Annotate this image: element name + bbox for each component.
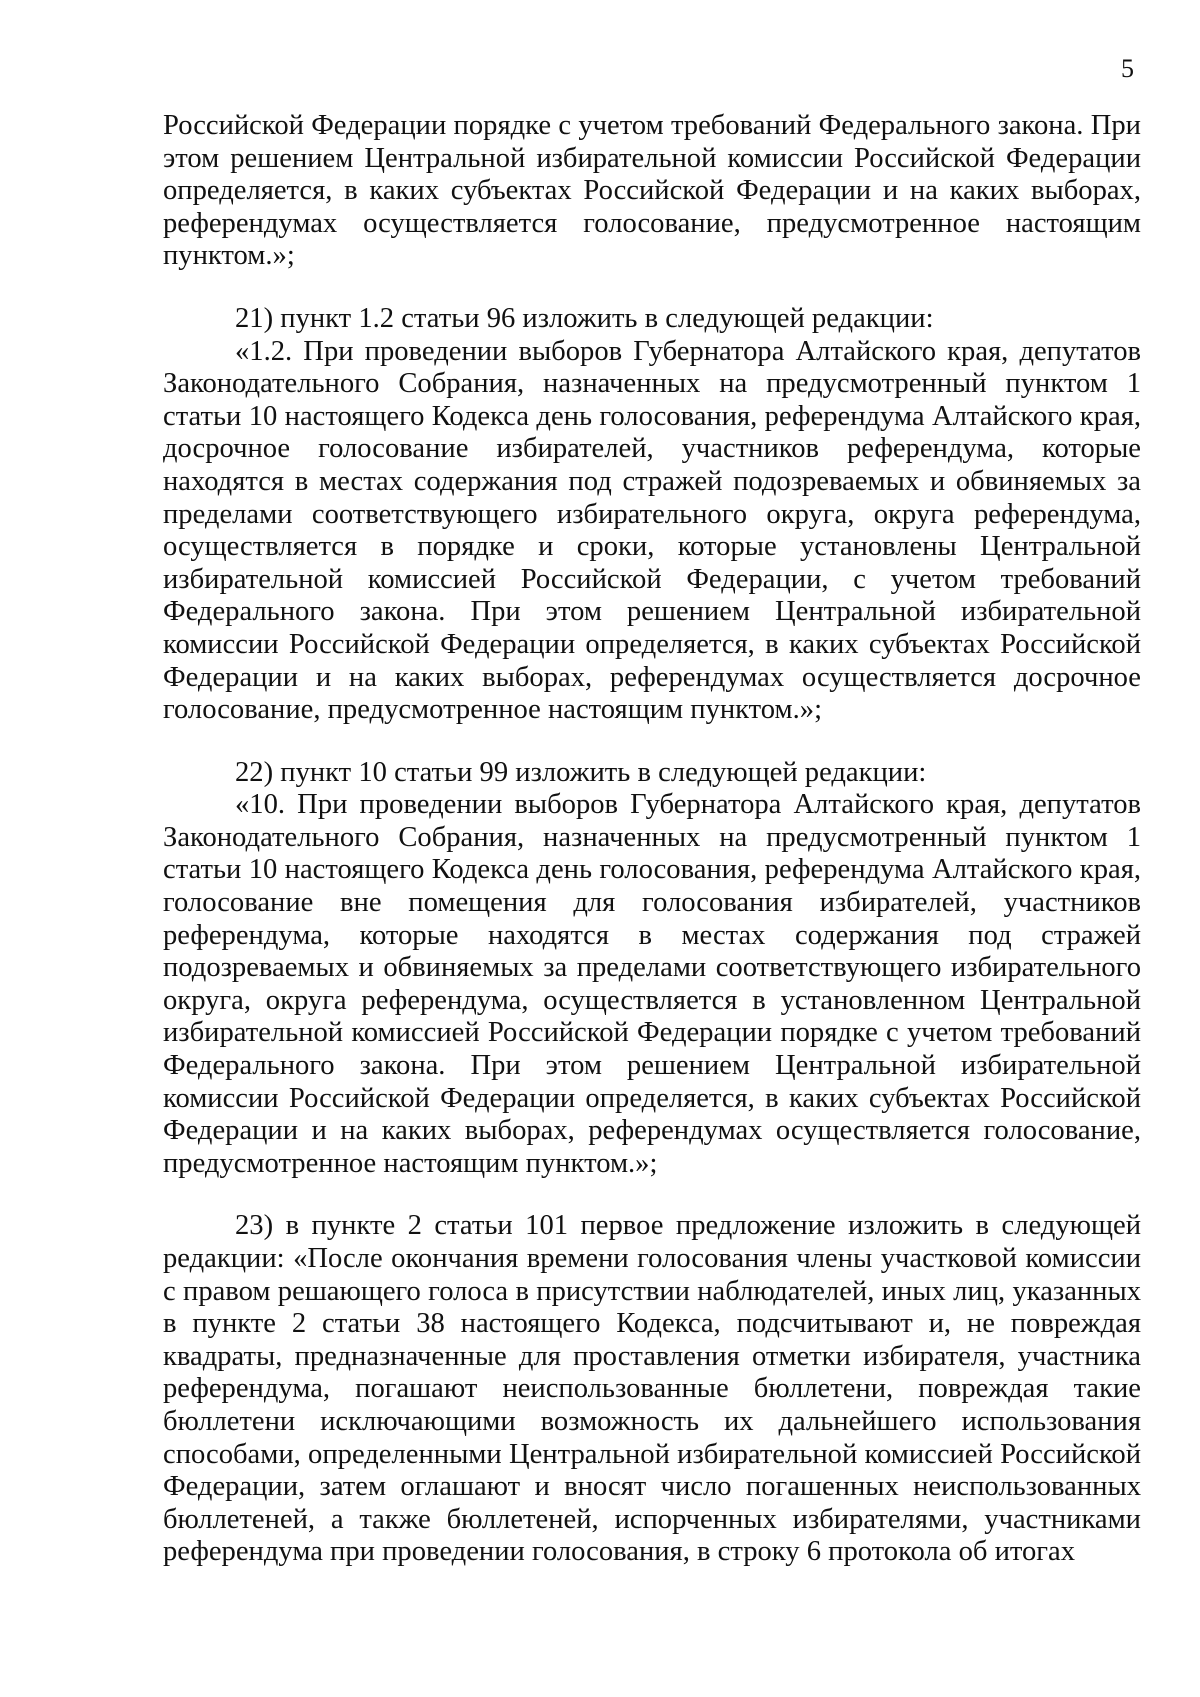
item-23-text: 23) в пункте 2 статьи 101 первое предложение изложить в следующей редакции: «После окончания времени голосования члены участковой комиссии с правом решающего голоса в присутствии наблюдателей, иных лиц, указанных в пункте 2 статьи 38 настоящего Кодекса, подсчитывают и, не повреждая квадраты, предназначенные для проставления отметки избирателя, участника референдума, погашают неиспользованные бюллетени, повреждая такие бюллетени исключающими возможность их дальнейшего использования способами, определенными Центральной избирательной комиссией Российской Федерации, затем оглашают и вносят число погашенных неиспользованных бюллетеней, а также бюллетеней, испорченных избирателями, участниками референдума при проведении голосования, в строку 6 протокола об итогах — [163, 1210, 1141, 1568]
document-body — [163, 110, 1141, 1569]
item-22-text: «10. При проведении выборов Губернатора Алтайского края, депутатов Законодательного Собрания, назначенных на предусмотренный пунктом 1 статьи 10 настоящего Кодекса день голосования, референдума Алтайского края, голосование вне помещения для голосования избирателей, участников референдума, которые находятся в местах содержания под стражей подозреваемых и обвиняемых за пределами соответствующего избирательного округа, округа референдума, осуществляется в установленном Центральной избирательной комиссией Российской Федерации порядке с учетом требований Федерального закона. При этом решением Центральной избирательной комиссии Российской Федерации определяется, в каких субъектах Российской Федерации и на каких выборах, референдумах осуществляется голосование, предусмотренное настоящим пунктом.»; — [163, 789, 1141, 1179]
page-number: 5 — [1121, 54, 1134, 83]
item-21-heading: 21) пункт 1.2 статьи 96 изложить в следующей редакции: — [235, 302, 934, 334]
item-21-text: «1.2. При проведении выборов Губернатора Алтайского края, депутатов Законодательного Собрания, назначенных на предусмотренный пунктом 1 статьи 10 настоящего Кодекса день голосования, референдума Алтайского края, досрочное голосование избирателей, участников референдума, которые находятся в местах содержания под стражей подозреваемых и обвиняемых за пределами соответствующего избирательного округа, округа референдума, осуществляется в порядке и сроки, которые установлены Центральной избирательной комиссией Российской Федерации, с учетом требований Федерального закона. При этом решением Центральной избирательной комиссии Российской Федерации определяется, в каких субъектах Российской Федерации и на каких выборах, референдумах осуществляется досрочное голосование, предусмотренное настоящим пунктом.»; — [163, 335, 1141, 726]
item-22-heading: 22) пункт 10 статьи 99 изложить в следующей редакции: — [235, 756, 927, 788]
paragraph-continuation: Российской Федерации порядке с учетом требований Федерального закона. При этом решением Центральной избирательной комиссии Российской Федерации определяется, в каких субъектах Российской Федерации и на каких выборах, референдумах осуществляется голосование, предусмотренное настоящим пунктом.»; — [163, 110, 1141, 272]
